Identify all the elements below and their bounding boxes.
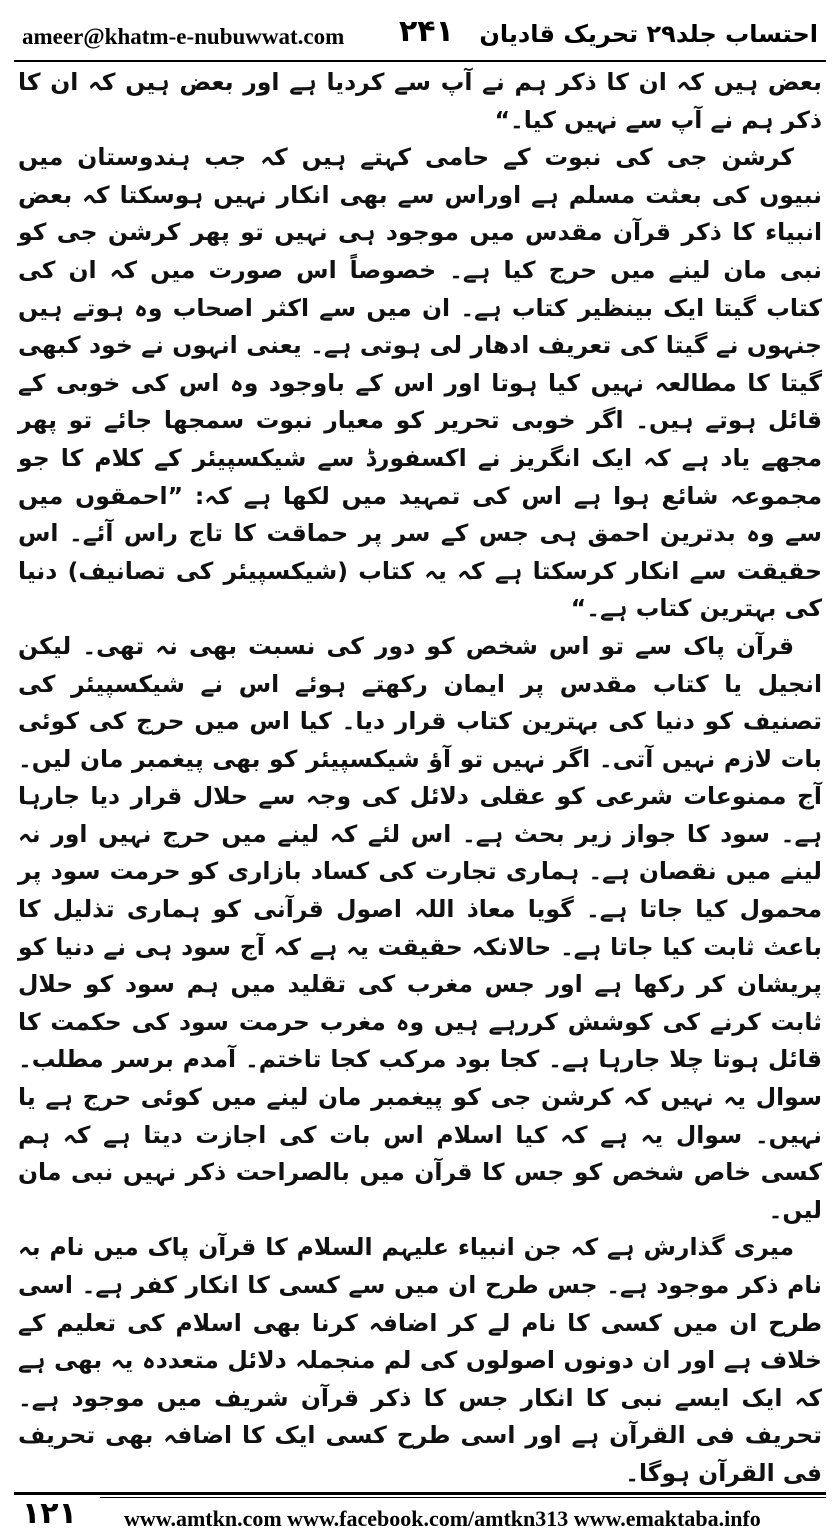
header-book-title: احتساب جلد۲۹ تحریک قادیان [479, 20, 818, 48]
paragraph-4: میری گذارش ہے کہ جن انبیاء علیہم السلام کا قرآن پاک میں نام بہ نام ذکر موجود ہے۔ جس طرح ان میں سے کسی کا انکار کفر ہے۔ اسی طرح ان میں کسی کا نام لے کر اضافہ کرنا بھی اسلام کی تعلیم کے خلاف ہے اور ان دونوں اصولوں کی لم منجملہ دلائل متعددہ یہ بھی ہے کہ ایک ایسے نبی کا انکار جس کا ذکر قرآن شریف میں موجود ہے۔ تحریف فی القرآن ہے اور اسی طرح کسی ایک کا اضافہ بھی تحریف فی القرآن ہوگا۔ [18, 1233, 822, 1487]
header-divider [14, 60, 826, 62]
footer-page-number: ۱۲۱ [22, 1496, 77, 1531]
page-header [14, 10, 826, 58]
footer-divider-thin [100, 1497, 826, 1498]
footer-divider [14, 1492, 826, 1495]
paragraph-2: کرشن جی کی نبوت کے حامی کہتے ہیں کہ جب ہندوستان میں نبیوں کی بعثت مسلم ہے اوراس سے بھی انکار نہیں ہوسکتا کہ بعض انبیاء کا ذکر قرآن مقدس میں موجود ہی نہیں تو پھر کرشن جی کو نبی مان لینے میں حرج کیا ہے۔ خصوصاً اس صورت میں کہ ان کی کتاب گیتا ایک بینظیر کتاب ہے۔ ان میں سے اکثر اصحاب وہ ہوتے ہیں جنہوں نے گیتا کی تعریف ادھار لی ہوتی ہے۔ یعنی انہوں نے خود کبھی گیتا کا مطالعہ نہیں کیا ہوتا اور اس کے باوجود وہ اس کی خوبی کے قائل ہوتے ہیں۔ اگر خوبی تحریر کو معیار نبوت سمجھا جائے تو پھر مجھے یاد ہے کہ ایک انگریز نے اکسفورڈ سے شیکسپیئر کے کلام کا جو مجموعہ شائع ہوا ہے اس کی تمہید میں لکھا ہے کہ: ”احمقوں میں سے وہ بدترین احمق ہی جس کے سر پر حماقت کا تاج راس آئے۔ اس حقیقت سے انکار کرسکتا ہے کہ یہ کتاب (شیکسپیئر کی تصانیف) دنیا کی بہترین کتاب ہے۔“ [18, 143, 822, 623]
footer-links[interactable]: www.amtkn.com www.facebook.com/amtkn313 www.emaktaba.info [124, 1506, 761, 1531]
header-email[interactable]: ameer@khatm-e-nubuwwat.com [22, 24, 345, 49]
paragraph-3: قرآن پاک سے تو اس شخص کو دور کی نسبت بھی نہ تھی۔ لیکن انجیل یا کتاب مقدس پر ایمان رکھتے ہوئے اس نے شیکسپیئر کی تصنیف کو دنیا کی بہترین کتاب قرار دیا۔ کیا اس میں حرج کی کوئی بات لازم نہیں آتی۔ اگر نہیں تو آؤ شیکسپیئر کو بھی پیغمبر مان لیں۔ آج ممنوعات شرعی کو عقلی دلائل کی وجہ سے حلال قرار دیا جارہا ہے۔ سود کا جواز زیر بحث ہے۔ اس لئے کہ لینے میں حرج نہیں اور نہ لینے میں نقصان ہے۔ ہماری تجارت کی کساد بازاری کو حرمت سود پر محمول کیا جاتا ہے۔ گویا معاذ اللہ اصول قرآنی کو ہماری تذلیل کا باعث ثابت کیا جاتا ہے۔ حالانکہ حقیقت یہ ہے کہ آج سود ہی نے دنیا کو پریشان کر رکھا ہے اور جس مغرب کی تقلید میں ہم سود کو حلال ثابت کرنے کی کوشش کررہے ہیں وہ مغرب حرمت سود کی حکمت کا قائل ہوتا چلا جارہا ہے۔ کجا بود مرکب کجا تاختم۔ آمدم برسر مطلب۔ سوال یہ نہیں کہ کرشن جی کو پیغمبر مان لینے میں کوئی حرج ہے یا نہیں۔ سوال یہ ہے کہ کیا اسلام اس بات کی اجازت دیتا ہے کہ ہم کسی خاص شخص کو جس کا قرآن میں بالصراحت ذکر نہیں نبی مان لیں۔ [18, 631, 822, 1224]
page-footer [14, 1496, 826, 1536]
page-body-text [18, 64, 822, 1493]
paragraph-1: بعض ہیں کہ ان کا ذکر ہم نے آپ سے کردیا ہے اور بعض ہیں کہ ان کا ذکر ہم نے آپ سے نہیں کیا۔“ [18, 68, 822, 134]
header-page-number: ۲۴۱ [399, 14, 454, 49]
